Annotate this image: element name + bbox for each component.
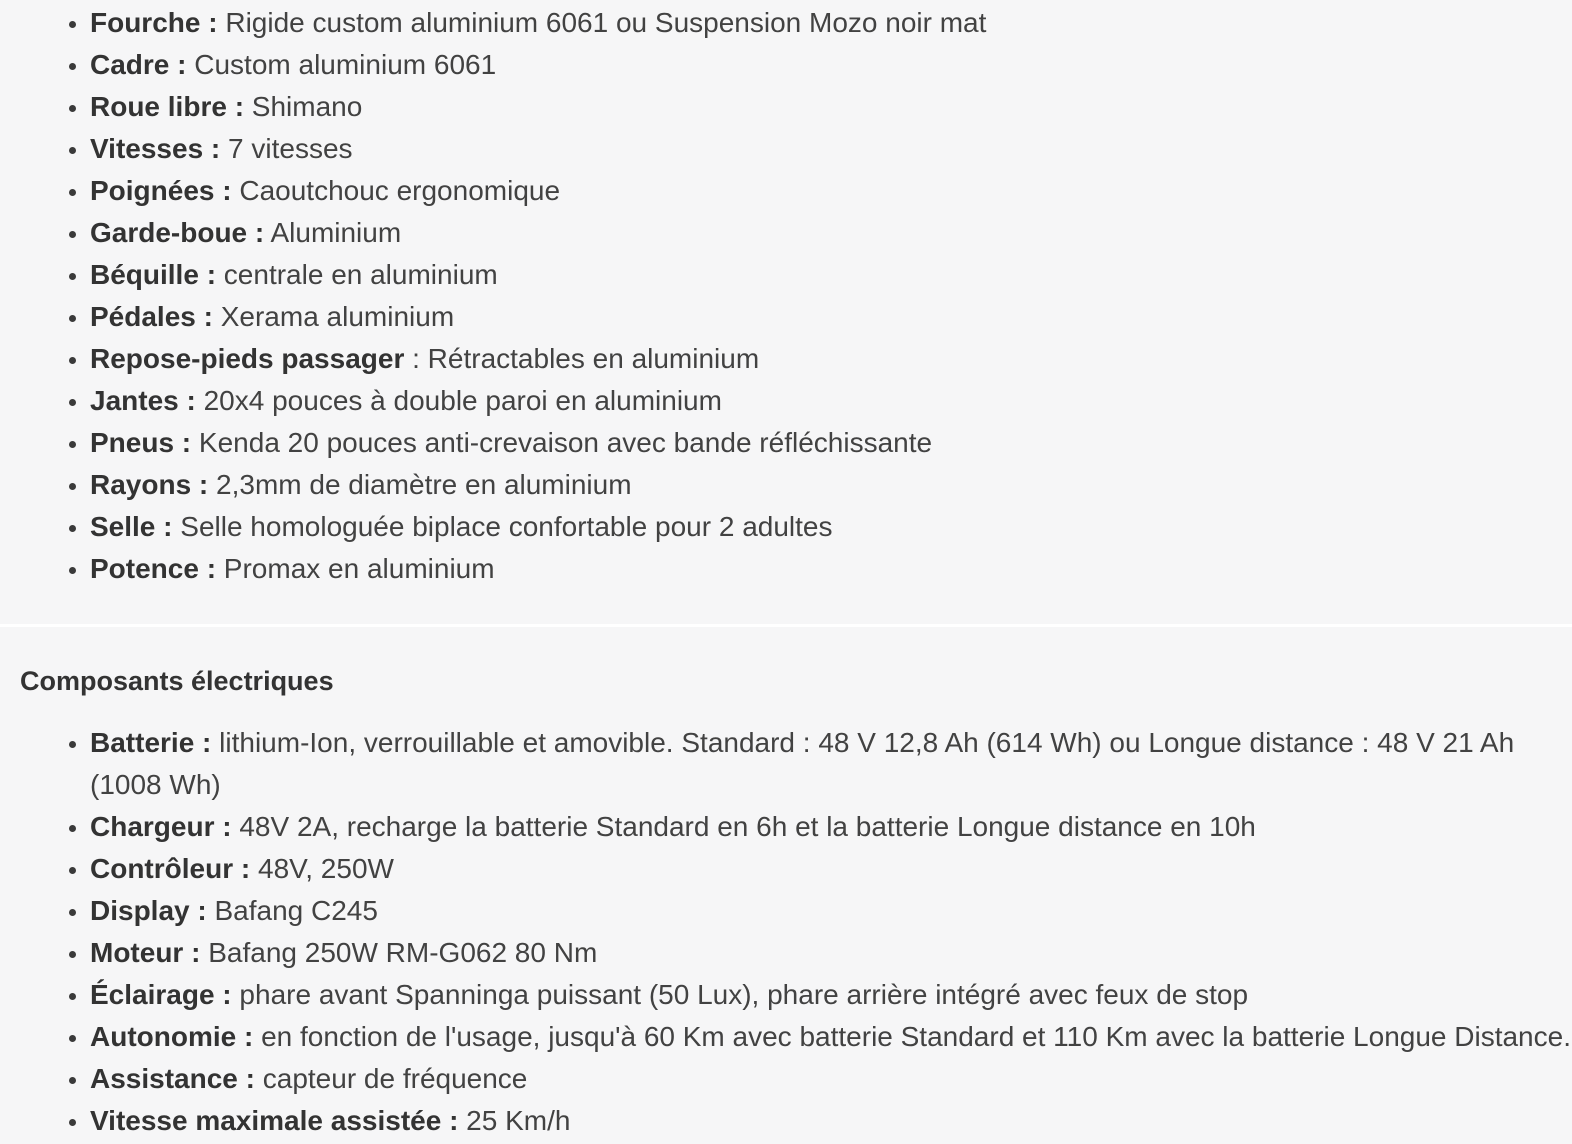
spec-value: Caoutchouc ergonomique bbox=[231, 175, 561, 206]
spec-label: Chargeur : bbox=[90, 811, 232, 842]
spec-item bbox=[90, 722, 1572, 806]
mechanical-components-list bbox=[0, 2, 1572, 590]
spec-label: Garde-boue : bbox=[90, 217, 265, 248]
spec-label: Moteur : bbox=[90, 937, 201, 968]
spec-value: Kenda 20 pouces anti-crevaison avec bande réfléchissante bbox=[191, 427, 933, 458]
spec-item bbox=[90, 848, 1572, 890]
spec-value: Shimano bbox=[244, 91, 363, 122]
spec-value: 7 vitesses bbox=[220, 133, 353, 164]
spec-item bbox=[90, 1016, 1572, 1058]
electrical-components-section bbox=[0, 627, 1572, 1136]
spec-item bbox=[90, 548, 1572, 590]
spec-label: Roue libre : bbox=[90, 91, 245, 122]
spec-item bbox=[90, 380, 1572, 422]
spec-label: Jantes : bbox=[90, 385, 196, 416]
spec-label: Poignées : bbox=[90, 175, 232, 206]
spec-item bbox=[90, 806, 1572, 848]
electrical-components-heading: Composants électriques bbox=[20, 666, 334, 696]
spec-label: Contrôleur : bbox=[90, 853, 251, 884]
spec-label: Batterie : bbox=[90, 727, 212, 758]
spec-value: Promax en aluminium bbox=[216, 553, 495, 584]
spec-label: Cadre : bbox=[90, 49, 187, 80]
spec-label: Vitesses : bbox=[90, 133, 221, 164]
spec-label: Potence : bbox=[90, 553, 217, 584]
spec-item bbox=[90, 296, 1572, 338]
spec-value: Selle homologuée biplace confortable pour 2 adultes bbox=[172, 511, 833, 542]
spec-item bbox=[90, 464, 1572, 506]
spec-label: Repose-pieds passager bbox=[90, 343, 405, 374]
spec-value: phare avant Spanninga puissant (50 Lux), phare arrière intégré avec feux de stop bbox=[231, 979, 1249, 1010]
electrical-components-list bbox=[0, 722, 1572, 1142]
spec-item bbox=[90, 338, 1572, 380]
spec-item bbox=[90, 932, 1572, 974]
spec-item bbox=[90, 212, 1572, 254]
spec-label: Pédales : bbox=[90, 301, 213, 332]
spec-item bbox=[90, 506, 1572, 548]
spec-value: 20x4 pouces à double paroi en aluminium bbox=[195, 385, 722, 416]
spec-value: Rigide custom aluminium 6061 ou Suspension Mozo noir mat bbox=[217, 7, 987, 38]
spec-label: Display : bbox=[90, 895, 207, 926]
spec-item bbox=[90, 128, 1572, 170]
spec-value: capteur de fréquence bbox=[254, 1063, 528, 1094]
spec-value: Bafang 250W RM-G062 80 Nm bbox=[200, 937, 598, 968]
spec-label: Béquille : bbox=[90, 259, 217, 290]
spec-value: Xerama aluminium bbox=[212, 301, 455, 332]
spec-value: 48V 2A, recharge la batterie Standard en 6h et la batterie Longue distance en 10h bbox=[231, 811, 1256, 842]
spec-label: Autonomie : bbox=[90, 1021, 254, 1052]
spec-value: Aluminium bbox=[264, 217, 402, 248]
spec-label: Assistance : bbox=[90, 1063, 255, 1094]
spec-item bbox=[90, 2, 1572, 44]
spec-value: lithium-Ion, verrouillable et amovible. Standard : 48 V 12,8 Ah (614 Wh) ou Longue distance : 48 V 21 Ah (1008 Wh) bbox=[90, 727, 1515, 800]
spec-item bbox=[90, 890, 1572, 932]
spec-label: Vitesse maximale assistée : bbox=[90, 1105, 459, 1136]
spec-item bbox=[90, 86, 1572, 128]
spec-value: 25 Km/h bbox=[458, 1105, 571, 1136]
spec-item bbox=[90, 44, 1572, 86]
spec-item bbox=[90, 1100, 1572, 1142]
spec-value: Bafang C245 bbox=[206, 895, 378, 926]
spec-item bbox=[90, 974, 1572, 1016]
spec-item bbox=[90, 1058, 1572, 1100]
spec-label: Pneus : bbox=[90, 427, 192, 458]
spec-item bbox=[90, 254, 1572, 296]
spec-value: Custom aluminium 6061 bbox=[186, 49, 497, 80]
spec-value: en fonction de l'usage, jusqu'à 60 Km avec batterie Standard et 110 Km avec la batterie Longue Distance. bbox=[253, 1021, 1571, 1052]
spec-label: Selle : bbox=[90, 511, 173, 542]
spec-value: 48V, 250W bbox=[250, 853, 394, 884]
spec-item bbox=[90, 170, 1572, 212]
spec-label: Fourche : bbox=[90, 7, 218, 38]
spec-label: Rayons : bbox=[90, 469, 209, 500]
spec-value: : Rétractables en aluminium bbox=[404, 343, 760, 374]
spec-label: Éclairage : bbox=[90, 979, 232, 1010]
spec-value: centrale en aluminium bbox=[216, 259, 498, 290]
spec-item bbox=[90, 422, 1572, 464]
spec-value: 2,3mm de diamètre en aluminium bbox=[208, 469, 632, 500]
